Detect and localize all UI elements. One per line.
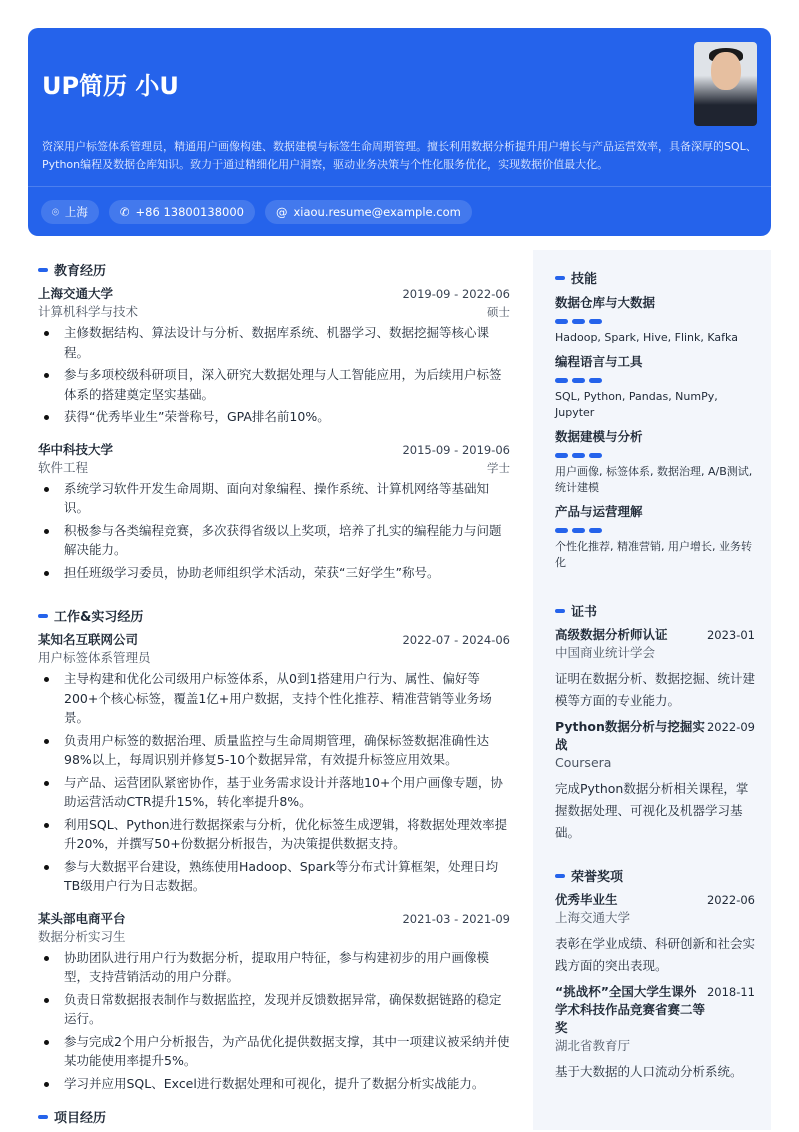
section-heading [38, 260, 510, 279]
company-name: 某知名互联网公司 [38, 632, 139, 647]
item-date: 2018-11 [706, 985, 755, 999]
item-description: 完成Python数据分析相关课程，掌握数据处理、可视化及机器学习基础。 [555, 781, 749, 840]
bullet-item: 利用SQL、Python进行数据探索与分析，优化标签生成逻辑，将数据处理效率提升20%，并撰写50+份数据分析报告，为决策提供数据支持。 [38, 815, 510, 854]
heading-marker [555, 874, 565, 878]
skill-values: Hadoop, Spark, Hive, Flink, Kafka [555, 331, 738, 344]
degree: 学士 [487, 460, 510, 475]
skill-level [555, 378, 755, 383]
bullet-item: 与产品、运营团队紧密协作，基于业务需求设计并落地10+个用户画像专题，协助运营活动CTR提升15%，转化率提升8%。 [38, 773, 510, 812]
bullet-item: 负责用户标签的数据治理、质量监控与生命周期管理，确保标签数据准确性达98%以上，每周识别并修复5-10个数据异常，有效提升标签应用效果。 [38, 731, 510, 770]
issuer: Coursera [555, 755, 612, 770]
section-title: 荣誉奖项 [571, 870, 624, 885]
item-description: 证明在数据分析、数据挖掘、统计建模等方面的专业能力。 [555, 671, 756, 708]
date-range: 2015-09 - 2019-06 [402, 442, 510, 457]
skill-level [555, 453, 755, 458]
bullet-item: 担任班级学习委员，协助老师组织学术活动，荣获“三好学生”称号。 [38, 563, 510, 583]
job-role: 用户标签体系管理员 [38, 650, 151, 665]
skill-category: 产品与运营理解 [555, 504, 643, 519]
contact-chip[interactable] [265, 200, 472, 224]
major: 计算机科学与技术 [38, 304, 139, 319]
skill-category: 数据仓库与大数据 [555, 295, 656, 310]
section-title: 工作&实习经历 [54, 610, 144, 625]
item-date: 2022-06 [706, 893, 755, 907]
bullet-item: 获得“优秀毕业生”荣誉称号，GPA排名前10%。 [38, 407, 510, 427]
issuer: 中国商业统计学会 [555, 645, 656, 660]
company-name: 某头部电商平台 [38, 910, 126, 926]
school-name: 华中科技大学 [38, 441, 114, 457]
contact-text: xiaou.resume@example.com [293, 205, 461, 219]
section-title: 证书 [571, 605, 598, 620]
item-description: 基于大数据的人口流动分析系统。 [555, 1064, 743, 1079]
profile-photo [694, 42, 757, 126]
bullet-item: 学习并应用SQL、Excel进行数据处理和可视化，提升了数据分析实战能力。 [38, 1074, 510, 1094]
candidate-name: UP简历 小U [42, 72, 179, 100]
contact-text: 上海 [64, 205, 88, 219]
skill-values: 用户画像, 标签体系, 数据治理, A/B测试, 统计建模 [555, 465, 753, 494]
bullet-item: 主修数据结构、算法设计与分析、数据库系统、机器学习、数据挖掘等核心课程。 [38, 323, 510, 362]
skill-level [555, 319, 755, 324]
skill-values: SQL, Python, Pandas, NumPy, Jupyter [555, 390, 718, 419]
sidebar [533, 250, 771, 1130]
item-description: 表彰在学业成绩、科研创新和社会实践方面的突出表现。 [555, 936, 756, 973]
major: 软件工程 [38, 459, 89, 475]
section-title: 项目经历 [54, 1111, 107, 1126]
date-range: 2022-07 - 2024-06 [402, 633, 510, 647]
section-title: 教育经历 [54, 264, 107, 279]
bullet-list [38, 669, 510, 896]
resume-header [28, 28, 771, 236]
at-icon: @ [275, 205, 288, 219]
summary: 资深用户标签体系管理员，精通用户画像构建、数据建模与标签生命周期管理。擅长利用数据分析提升用户增长与产品运营效率，具备深厚的SQL、Python编程及数据仓库知识。致力于通过精细化用户洞察，驱动业务决策与个性化服务优化，实现数据价值最大化。 [42, 140, 757, 171]
bullet-item: 参与多项校级科研项目，深入研究大数据处理与人工智能应用，为后续用户标签体系的搭建奠定坚实基础。 [38, 365, 510, 404]
item-date: 2023-01 [706, 628, 755, 642]
divider [28, 186, 771, 187]
job-role: 数据分析实习生 [38, 928, 126, 944]
issuer: 湖北省教育厅 [555, 1038, 631, 1053]
section-heading [38, 606, 510, 625]
bullet-list [38, 479, 510, 583]
section-heading [555, 268, 755, 287]
section-heading [555, 866, 755, 885]
contact-chip[interactable] [41, 200, 99, 224]
bullet-list [38, 948, 510, 1094]
heading-marker [38, 268, 48, 272]
section-title: 技能 [571, 272, 598, 287]
contact-text: +86 13800138000 [135, 205, 244, 219]
phone-icon: ✆ [119, 205, 130, 219]
skill-category: 数据建模与分析 [555, 429, 643, 444]
bullet-item: 负责日常数据报表制作与数据监控，发现并反馈数据异常，确保数据链路的稳定运行。 [38, 990, 510, 1029]
section-heading [555, 601, 755, 620]
bullet-item: 参与大数据平台建设，熟练使用Hadoop、Spark等分布式计算框架，处理日均TB级用户行为日志数据。 [38, 857, 510, 896]
bullet-item: 积极参与各类编程竞赛，多次获得省级以上奖项，培养了扎实的编程能力与问题解决能力。 [38, 521, 510, 560]
heading-marker [38, 614, 48, 618]
main-column [38, 258, 510, 1132]
item-name: 优秀毕业生 [555, 892, 618, 907]
bullet-item: 协助团队进行用户行为数据分析，提取用户特征，参与构建初步的用户画像模型，支持营销活动的用户分群。 [38, 948, 510, 987]
issuer: 上海交通大学 [555, 910, 631, 925]
bullet-item: 系统学习软件开发生命周期、面向对象编程、操作系统、计算机网络等基础知识。 [38, 479, 510, 518]
item-name: 高级数据分析师认证 [555, 627, 668, 642]
item-name: Python数据分析与挖掘实战 [555, 719, 705, 752]
section-heading [38, 1107, 510, 1126]
skill-values: 个性化推荐, 精准营销, 用户增长, 业务转化 [555, 540, 752, 569]
bullet-item: 主导构建和优化公司级用户标签体系，从0到1搭建用户行为、属性、偏好等200+个核心标签，覆盖1亿+用户数据，支持个性化推荐、精准营销等业务场景。 [38, 669, 510, 728]
skill-level [555, 528, 755, 533]
school-name: 上海交通大学 [38, 286, 114, 301]
heading-marker [555, 609, 565, 613]
degree: 硕士 [487, 305, 510, 319]
contact-list [41, 200, 472, 224]
date-range: 2021-03 - 2021-09 [402, 911, 510, 926]
contact-chip[interactable] [109, 200, 255, 224]
bullet-item: 参与完成2个用户分析报告，为产品优化提供数据支撑，其中一项建议被采纳并使某功能使用率提升5%。 [38, 1032, 510, 1071]
location-pin-icon: ⌾ [52, 204, 59, 219]
bullet-list [38, 323, 510, 427]
item-name: “挑战杯”全国大学生课外学术科技作品竞赛省赛二等奖 [555, 984, 706, 1035]
item-date: 2022-09 [706, 720, 755, 734]
heading-marker [38, 1115, 48, 1119]
skill-category: 编程语言与工具 [555, 354, 643, 369]
date-range: 2019-09 - 2022-06 [402, 287, 510, 301]
heading-marker [555, 276, 565, 280]
